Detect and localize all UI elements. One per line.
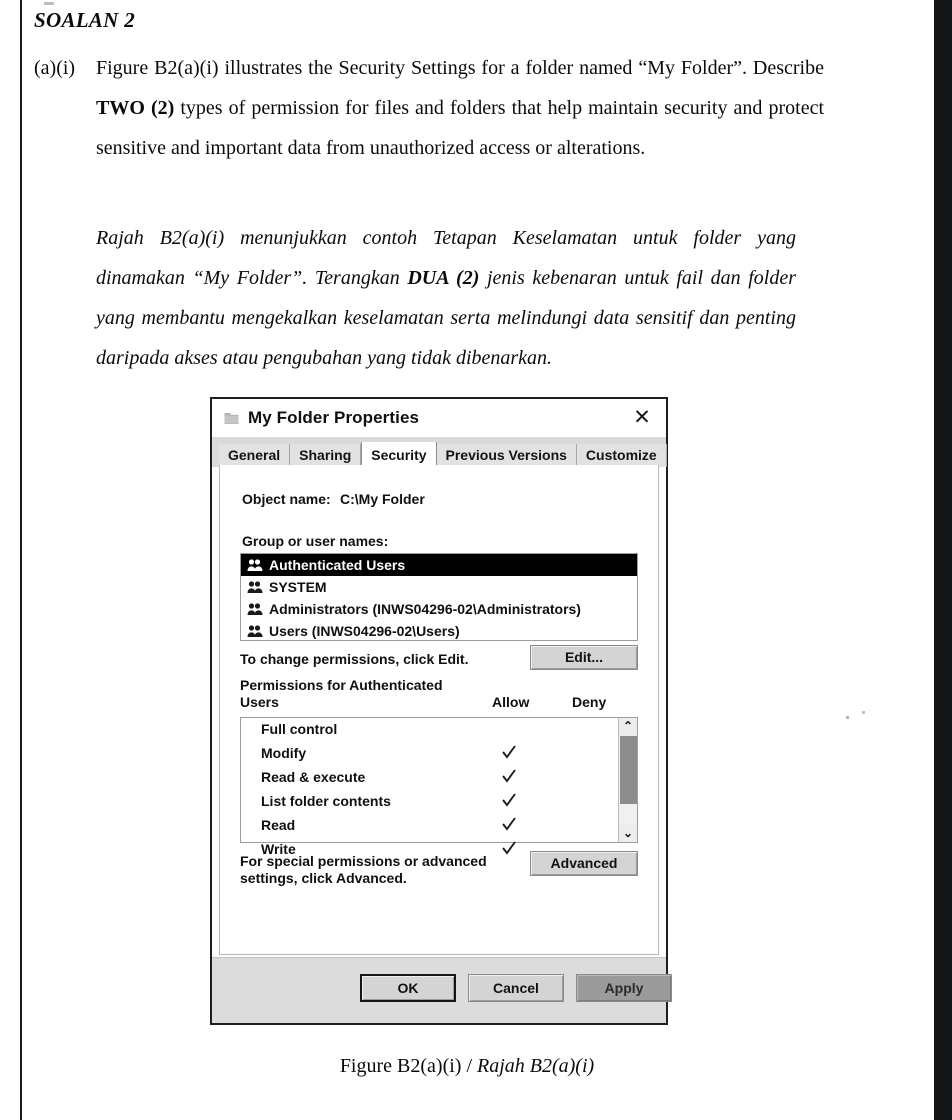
scroll-down-arrow-icon[interactable]: ⌄ <box>619 825 637 842</box>
question-heading: SOALAN 2 <box>34 8 136 32</box>
tab-previous-versions[interactable]: Previous Versions <box>437 444 577 467</box>
users-group-icon <box>247 624 263 638</box>
question-text-emphasis: TWO (2) <box>96 97 175 119</box>
list-item[interactable] <box>241 576 637 598</box>
permission-allow-cell[interactable] <box>499 767 519 788</box>
dialog-title: My Folder Properties <box>248 408 420 427</box>
scan-speck <box>846 716 849 719</box>
tab-customize[interactable]: Customize <box>577 444 667 467</box>
dialog-footer <box>212 957 666 1023</box>
question-text-english <box>96 48 824 168</box>
question-paragraph-english <box>34 48 824 168</box>
users-group-icon <box>247 602 263 616</box>
question-bm-emphasis: DUA (2) <box>407 267 480 289</box>
figure-caption <box>0 1055 934 1078</box>
security-tab-panel <box>219 465 659 955</box>
question-row <box>34 48 824 168</box>
permissions-list[interactable] <box>240 717 638 857</box>
permission-allow-cell[interactable] <box>499 791 519 812</box>
advanced-button[interactable]: Advanced <box>530 851 638 876</box>
check-icon <box>500 815 518 833</box>
question-paragraph-malay <box>96 218 796 378</box>
list-item[interactable] <box>241 554 637 576</box>
table-row[interactable] <box>241 718 637 742</box>
page-margin-rule <box>20 0 22 1120</box>
permission-allow-cell[interactable] <box>499 815 519 836</box>
permission-name: Read & execute <box>261 769 366 785</box>
close-icon[interactable]: ✕ <box>633 406 651 429</box>
dialog-titlebar <box>212 399 666 437</box>
ok-button[interactable]: OK <box>360 974 456 1002</box>
list-item[interactable] <box>241 598 637 620</box>
scan-speck <box>862 711 865 714</box>
question-bm-part2: jenis kebenaran untuk fail dan folder yang membantu mengekalkan keselamatan serta melindungi data sensitif dan penting daripada akses atau pengubahan yang tidak dibenarkan. <box>96 267 796 369</box>
cancel-button[interactable]: Cancel <box>468 974 564 1002</box>
table-row[interactable] <box>241 766 637 790</box>
permission-name: Read <box>261 817 296 833</box>
scan-speck <box>44 2 54 5</box>
scrollbar-thumb[interactable] <box>620 736 637 804</box>
tab-general[interactable]: General <box>219 444 290 467</box>
table-row[interactable] <box>241 814 637 838</box>
permissions-scrollbar[interactable] <box>618 718 637 842</box>
tab-security[interactable]: Security <box>361 442 436 469</box>
tabstrip <box>212 437 666 467</box>
properties-dialog <box>210 397 668 1025</box>
change-permissions-hint: To change permissions, click Edit. <box>240 651 469 667</box>
permission-allow-cell[interactable] <box>499 743 519 764</box>
check-icon <box>500 767 518 785</box>
question-text-part2: types of permission for files and folders that help maintain security and protect sensitive and important data from unauthorized access or alterations. <box>96 97 825 159</box>
check-icon <box>500 743 518 761</box>
list-item-label: Users (INWS04296-02\Users) <box>269 623 460 639</box>
figure-caption-english: Figure B2(a)(i) / <box>339 1055 477 1077</box>
object-name-label: Object name: <box>242 491 331 507</box>
users-group-icon <box>247 580 263 594</box>
question-number-label: (a)(i) <box>34 57 76 79</box>
table-row[interactable] <box>241 742 637 766</box>
permission-name: List folder contents <box>261 793 391 809</box>
object-name-value: C:\My Folder <box>340 491 425 507</box>
permission-name: Modify <box>261 745 307 761</box>
users-group-icon <box>247 558 263 572</box>
permission-name: Full control <box>261 721 338 737</box>
group-or-user-names-list[interactable] <box>240 553 638 641</box>
folder-icon <box>224 410 239 426</box>
apply-button[interactable]: Apply <box>576 974 672 1002</box>
deny-column-header: Deny <box>572 694 607 710</box>
scan-page-edge <box>934 0 952 1120</box>
list-item-label: Administrators (INWS04296-02\Administrators) <box>269 601 581 617</box>
list-item-label: SYSTEM <box>269 579 327 595</box>
tabstrip-inner <box>219 443 667 467</box>
question-bm-part1: Rajah B2(a)(i) menunjukkan contoh Tetapan Keselamatan untuk folder yang dinamakan “My Folder”. Terangkan <box>96 227 796 289</box>
table-row[interactable] <box>241 790 637 814</box>
permission-name: Write <box>261 841 296 857</box>
group-names-label: Group or user names: <box>242 533 389 549</box>
check-icon <box>500 791 518 809</box>
edit-button[interactable]: Edit... <box>530 645 638 670</box>
special-permissions-hint: For special permissions or advanced settings, click Advanced. <box>240 853 487 886</box>
scroll-up-arrow-icon[interactable]: ⌃ <box>619 718 637 735</box>
question-text-part1: Figure B2(a)(i) illustrates the Security Settings for a folder named “My Folder”. Describe <box>96 57 824 79</box>
permissions-for-label: Permissions for Authenticated Users <box>240 677 443 710</box>
figure-caption-malay: Rajah B2(a)(i) <box>477 1055 595 1077</box>
allow-column-header: Allow <box>492 694 530 710</box>
tab-sharing[interactable]: Sharing <box>290 444 361 467</box>
list-item-label: Authenticated Users <box>269 557 406 573</box>
list-item[interactable] <box>241 620 637 642</box>
